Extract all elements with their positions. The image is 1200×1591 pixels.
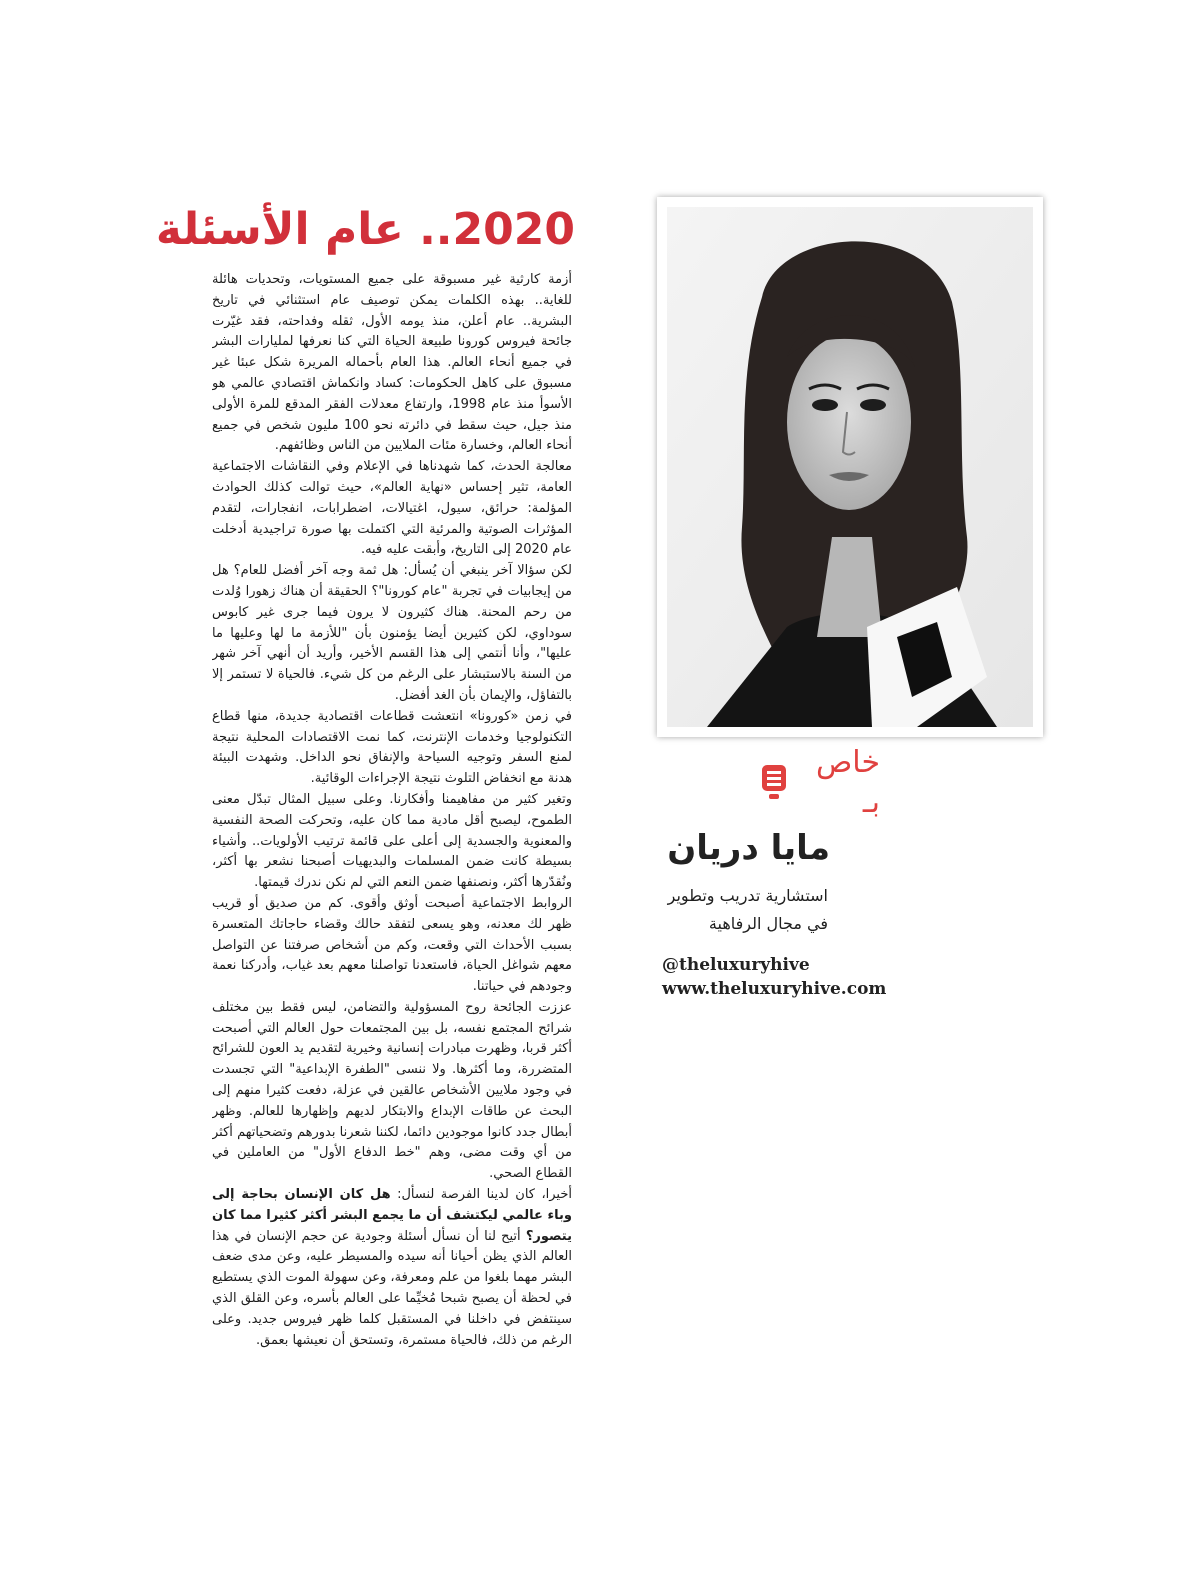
article-paragraph-final [212, 1185, 572, 1351]
article-paragraph-5: وتغير كثير من مفاهيمنا وأفكارنا. وعلى سبيل المثال تبدّل معنى الطموح، ليصبح أقل مادية مما كان عليه، وتحركت الصحة النفسية والمعنوية والجسدية إلى أعلى على قائمة ترتيب الأولويات.. وأشياء بسيطة كانت ضمن المسلمات والبديهيات أصبحنا نشعر بها أكثر، ونُقدّرها أكثر، ونصنفها ضمن النعم التي لم نكن ندرك قيمتها. [212, 791, 572, 891]
exclusive-label-text: خاص بـ [816, 745, 880, 820]
author-name: مايا دريان [667, 828, 830, 868]
article-paragraph-4: في زمن «كورونا» انتعشت قطاعات اقتصادية جديدة، منها قطاع التكنولوجيا وخدمات الإنترنت، كما نمت الاقتصادات المحلية نتيجة لمنع السفر وتوجيه السياحة والإنفاق نحو الداخل. وشهدت البيئة هدنة مع انخفاض التلوث نتيجة الإجراءات الوقائية. [212, 708, 572, 787]
final-question-text: هل كان الإنسان بحاجة إلى وباء عالمي ليكتشف أن ما يجمع البشر أكثر كثيرا مما كان يتصور؟ [212, 1187, 572, 1244]
website-url: www.theluxuryhive.com [662, 979, 887, 999]
final-intro-text: أخيرا، كان لدينا الفرصة لنسأل: [390, 1187, 572, 1203]
exclusive-to-label [760, 745, 880, 820]
author-title-line-1: استشارية تدريب وتطوير [667, 886, 828, 905]
article-paragraph-3: لكن سؤالا آخر ينبغي أن يُسأل: هل ثمة وجه آخر أفضل للعام؟ هل من إيجابيات في تجربة "عام كورونا"؟ الحقيقة أن هناك زهورا وُلدت من رحم المحنة. هناك كثيرون لا يرون فيما جرى غير كابوس سوداوي، لكن كثيرين أيضا يؤمنون بأن "للأزمة ما لها وعليها ما عليها"، وأنا أنتمي إلى هذا القسم الأخير، وأريد أن أنهي آخر شهر من السنة بالاستبشار على الرغم من كل شيء. فالحياة لا تستمر إلا بالتفاؤل، والإيمان بأن الغد أفضل. [212, 563, 572, 703]
author-photo-frame [657, 197, 1043, 737]
article-paragraph-7: عززت الجائحة روح المسؤولية والتضامن، ليس فقط بين مختلف شرائح المجتمع نفسه، بل بين المجتمعات حول العالم التي أصبحت أكثر قربا، وظهرت مبادرات إنسانية وخيرية لتقديم يد العون للشرائح المتضررة، وما أكثرها. ولا ننسى "الطفرة الإبداعية" التي تجسدت في وجود ملايين الأشخاص عالقين في عزلة، دفعت كثيرا منهم إلى البحث عن طاقات الإبداع والابتكار لديهم وإظهارها للعالم. وظهر أبطال جدد كانوا موجودين دائما، لكننا شعرنا بدورهم وتضحياتهم أكثر من أي وقت مضى، وهم "خط الدفاع الأول" من العاملين في القطاع الصحي. [212, 999, 572, 1182]
article-paragraph-1: أزمة كارثية غير مسبوقة على جميع المستويات، وتحديات هائلة للغاية.. بهذه الكلمات يمكن توصيف عام استثنائي في تاريخ البشرية.. عام أعلن، منذ يومه الأول، ثقله وفداحته، فقد غيّرت جائحة فيروس كورونا طبيعة الحياة التي كنا نعرفها لمليارات البشر في جميع أنحاء العالم. هذا العام بأحماله المريرة شكل عبئا غير مسبوق على كاهل الحكومات: كساد وانكماش اقتصادي عالمي هو الأسوأ منذ عام 1998، وارتفاع معدلات الفقر المدقع للمرة الأولى منذ جيل، حيث سقط في دائرته نحو 100 مليون شخص في جميع أنحاء العالم، وخسارة مئات الملايين من الناس وظائفهم. [212, 272, 572, 454]
author-title [640, 882, 828, 942]
author-portrait-photo [667, 207, 1033, 727]
author-title-line-2: في مجال الرفاهية [708, 914, 828, 933]
final-closing-text: أتيح لنا أن نسأل أسئلة وجودية عن حجم الإنسان في هذا العالم الذي يظن أحيانا أنه سيده والمسيطر عليه، وعن مدى ضعف البشر مهما بلغوا من علم ومعرفة، وعن سهولة الموت الذي يستطيع في لحظة أن يصبح شبحا مُخيِّما على العالم بأسره، وعن القلق الذي سينتفض في داخلنا في المستقبل كلما ظهر فيروس جديد. وعلى الرغم من ذلك، فالحياة مستمرة، وتستحق أن نعيشها بعمق. [212, 1228, 572, 1348]
article-body [212, 270, 572, 1420]
article-headline: 2020.. عام الأسئلة [155, 204, 575, 255]
article-paragraph-6: الروابط الاجتماعية أصبحت أوثق وأقوى. كم من صديق أو قريب ظهر لك معدنه، وهو يسعى لتفقد حالك وقضاء حاجاتك المتعسرة بسبب الأحداث التي وقعت، وكم من أشخاص صرفتنا عن التواصل معهم شواغل الحياة، فاستعدنا تواصلنا معهم بعد غياب، وأدركنا نعمة وجودهم في حياتنا. [212, 895, 572, 995]
social-handle: @theluxuryhive [662, 955, 810, 975]
the-luxury-hive-logo-icon [760, 763, 788, 803]
article-paragraph-2: معالجة الحدث، كما شهدناها في الإعلام وفي النقاشات الاجتماعية العامة، تثير إحساس «نهاية العالم»، حيث توالت كذلك الحوادث المؤلمة: حرائق، سيول، اغتيالات، اضطرابات، انفجارات، لتقدم المؤثرات الصوتية والمرئية التي اكتملت بها صورة تراجيدية أدخلت عام 2020 إلى التاريخ، وأبقت عليه فيه. [212, 459, 572, 558]
